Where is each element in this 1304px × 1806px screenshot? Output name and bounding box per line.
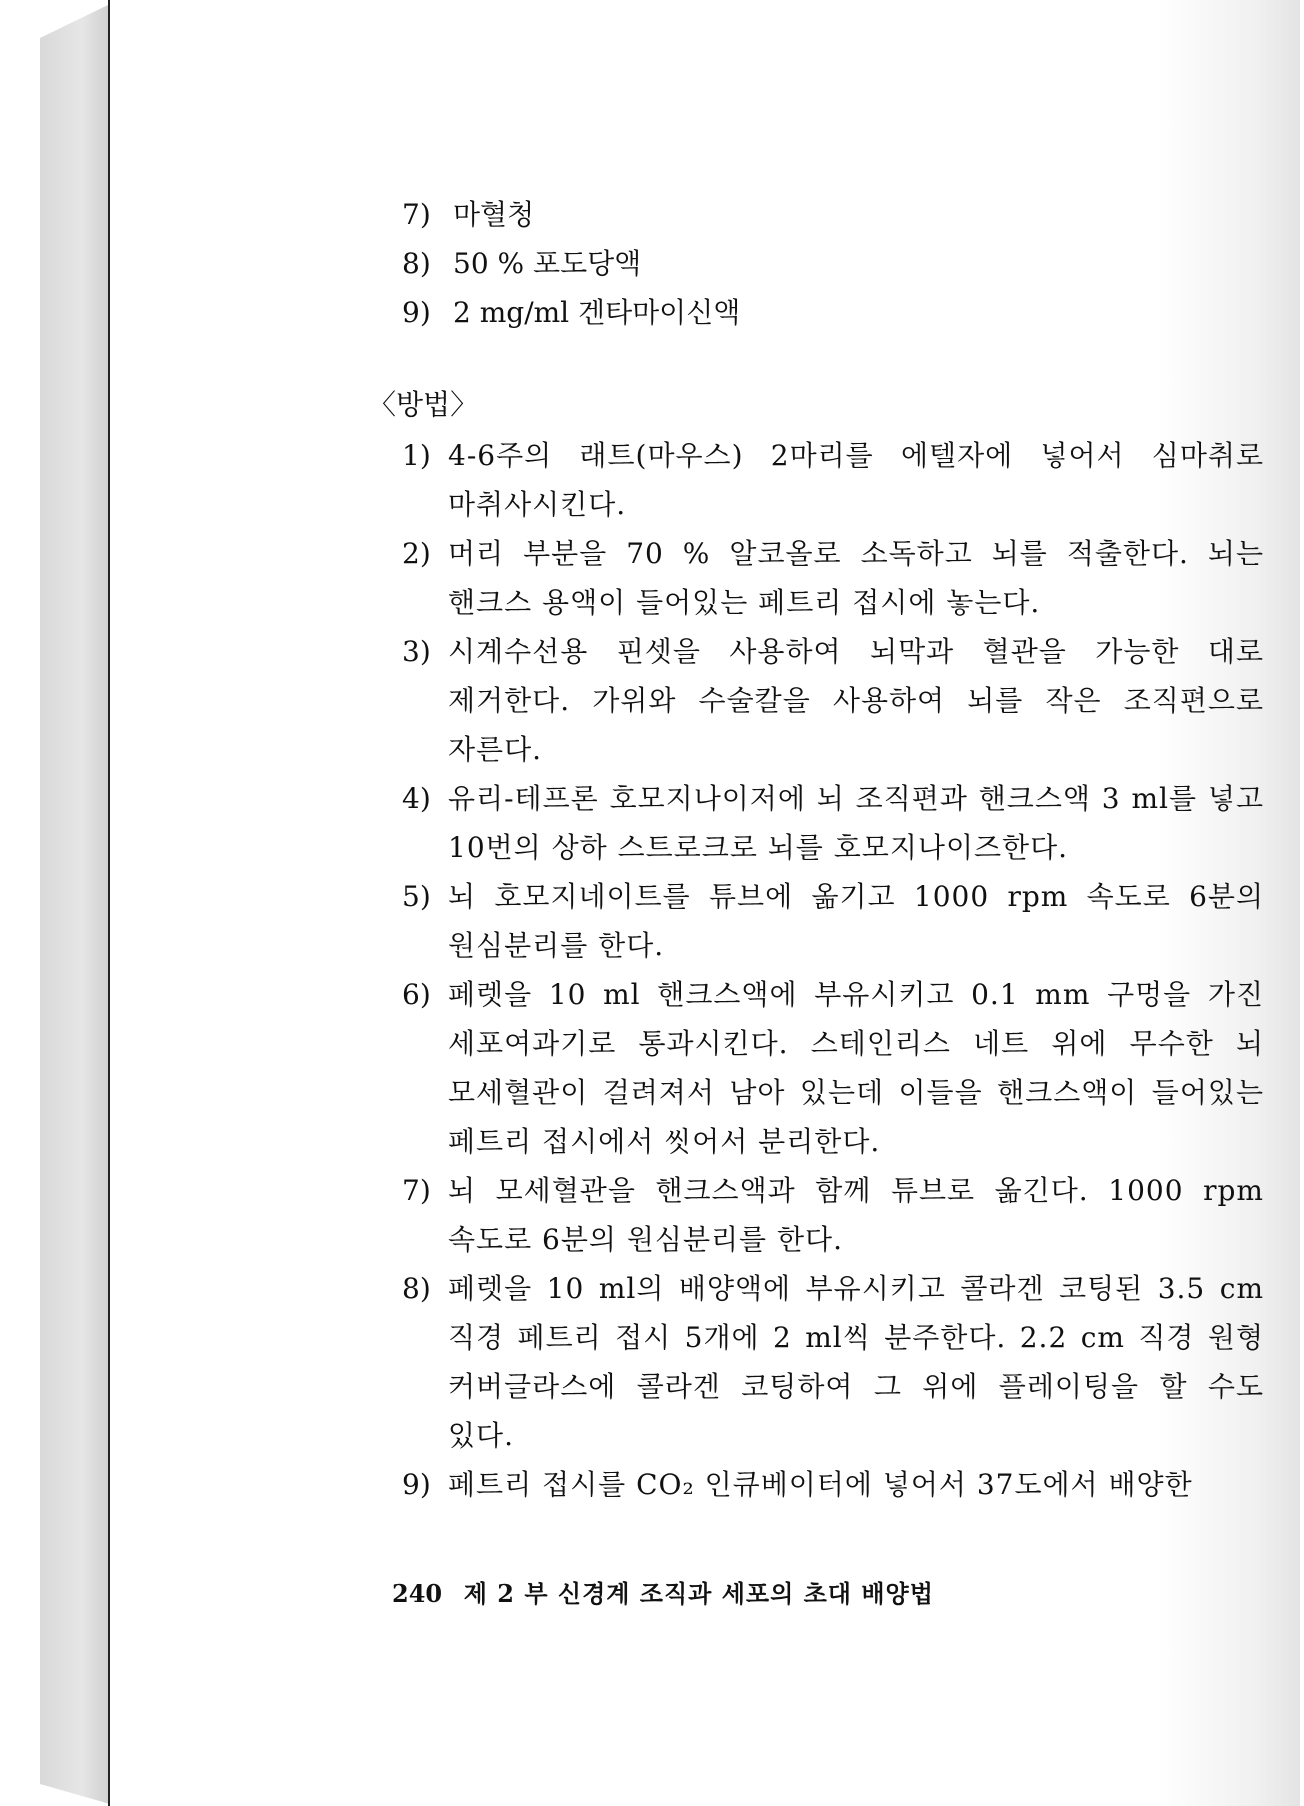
- item-text: 마혈청: [453, 198, 535, 231]
- item-number: 8): [402, 247, 431, 280]
- page-number: 240: [392, 1579, 443, 1608]
- page-content: [270, 190, 1280, 1509]
- list-item: [402, 431, 1264, 529]
- book-page: [108, 0, 1300, 1806]
- step-number: 4): [402, 782, 431, 815]
- step-text: 페트리 접시를 CO₂ 인큐베이터에 넣어서 37도에서 배양한: [448, 1468, 1193, 1501]
- step-text: 4-6주의 래트(마우스) 2마리를 에텔자에 넣어서 심마취로 마취사시킨다.: [448, 439, 1264, 521]
- list-item: [402, 1460, 1264, 1509]
- item-text: 2 mg/ml 겐타마이신액: [453, 296, 741, 329]
- step-number: 2): [402, 537, 431, 570]
- page-footer: [392, 1574, 934, 1609]
- step-text: 페렛을 10 ml의 배양액에 부유시키고 콜라겐 코팅된 3.5 cm 직경 페트리 접시 5개에 2 ml씩 분주한다. 2.2 cm 직경 원형 커버글라스에 콜라겐 코팅하여 그 위에 플레이팅을 할 수도 있다.: [448, 1272, 1264, 1452]
- item-text: 50 % 포도당액: [453, 247, 642, 280]
- list-item: [402, 774, 1264, 872]
- step-text: 페렛을 10 ml 핸크스액에 부유시키고 0.1 mm 구멍을 가진 세포여과기로 통과시킨다. 스테인리스 네트 위에 무수한 뇌 모세혈관이 걸려져서 남아 있는데 이들을 핸크스액이 들어있는 페트리 접시에서 씻어서 분리한다.: [448, 978, 1264, 1158]
- step-text: 시계수선용 핀셋을 사용하여 뇌막과 혈관을 가능한 대로 제거한다. 가위와 수술칼을 사용하여 뇌를 작은 조직편으로 자른다.: [448, 635, 1264, 766]
- list-item: [270, 239, 1280, 288]
- list-item: [402, 627, 1264, 774]
- list-item: [402, 872, 1264, 970]
- step-number: 1): [402, 439, 431, 472]
- book-spine-edge: [40, 4, 110, 1804]
- list-item: [402, 1264, 1264, 1460]
- step-number: 9): [402, 1468, 431, 1501]
- step-number: 8): [402, 1272, 431, 1305]
- list-item: [402, 970, 1264, 1166]
- step-number: 6): [402, 978, 431, 1011]
- materials-list: [270, 190, 1280, 337]
- section-title: 〈방법〉: [368, 388, 479, 421]
- item-number: 7): [402, 198, 431, 231]
- step-text: 유리-테프론 호모지나이저에 뇌 조직편과 핸크스액 3 ml를 넣고 10번의 상하 스트로크로 뇌를 호모지나이즈한다.: [448, 782, 1264, 864]
- step-number: 5): [402, 880, 431, 913]
- step-text: 뇌 모세혈관을 핸크스액과 함께 튜브로 옮긴다. 1000 rpm 속도로 6분의 원심분리를 한다.: [448, 1174, 1264, 1256]
- step-text: 머리 부분을 70 % 알코올로 소독하고 뇌를 적출한다. 뇌는 핸크스 용액이 들어있는 페트리 접시에 놓는다.: [448, 537, 1264, 619]
- list-item: [270, 190, 1280, 239]
- step-number: 3): [402, 635, 431, 668]
- steps-list: [270, 431, 1280, 1509]
- step-text: 뇌 호모지네이트를 튜브에 옮기고 1000 rpm 속도로 6분의 원심분리를 한다.: [448, 880, 1264, 962]
- list-item: [402, 1166, 1264, 1264]
- step-number: 7): [402, 1174, 431, 1207]
- running-footer-title: 제 2 부 신경계 조직과 세포의 초대 배양법: [463, 1579, 934, 1608]
- list-item: [270, 288, 1280, 337]
- list-item: [402, 529, 1264, 627]
- item-number: 9): [402, 296, 431, 329]
